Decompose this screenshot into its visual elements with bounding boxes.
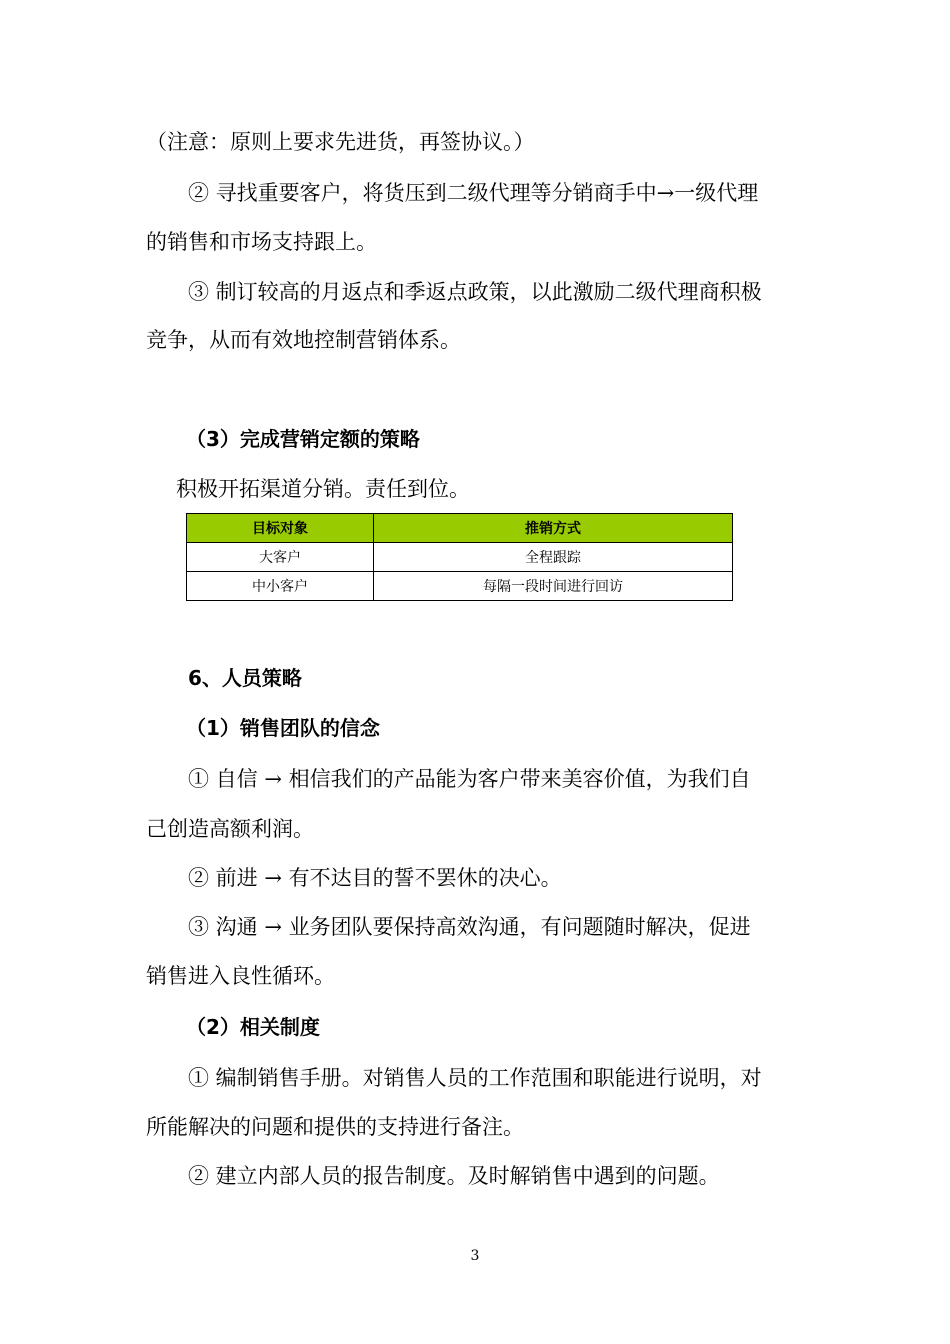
table-header-target: 目标对象 (187, 514, 374, 543)
table-cell: 大客户 (187, 543, 374, 572)
quota-text: 积极开拓渠道分销。责任到位。 (176, 477, 470, 501)
belief-3-text-line-1: ③ 沟通 → 业务团队要保持高效沟通，有问题随时解决，促进 (188, 915, 751, 939)
table-header-row (187, 514, 733, 543)
belief-1-text-line-1: ① 自信 → 相信我们的产品能为客户带来美容价值，为我们自 (188, 767, 751, 791)
table-cell: 中小客户 (187, 572, 374, 601)
table-header-method: 推销方式 (374, 514, 733, 543)
table-cell: 全程跟踪 (374, 543, 733, 572)
table-row (187, 543, 733, 572)
item-2-text-line-2: 的销售和市场支持跟上。 (146, 230, 377, 254)
belief-3-text-line-2: 销售进入良性循环。 (146, 964, 335, 988)
item-3-text-line-1: ③ 制订较高的月返点和季返点政策，以此激励二级代理商积极 (188, 280, 762, 304)
item-3-text-line-2: 竞争，从而有效地控制营销体系。 (146, 328, 461, 352)
table-cell: 每隔一段时间进行回访 (374, 572, 733, 601)
section-heading-quota: （3）完成营销定额的策略 (186, 427, 420, 451)
strategy-table (186, 513, 733, 601)
page-number: 3 (470, 1248, 480, 1264)
belief-2-text: ② 前进 → 有不达目的誓不罢休的决心。 (188, 866, 562, 890)
table-row (187, 572, 733, 601)
section-heading-personnel: 6、人员策略 (188, 666, 302, 690)
system-1-text-line-1: ① 编制销售手册。对销售人员的工作范围和职能进行说明，对 (188, 1066, 762, 1090)
system-2-text: ② 建立内部人员的报告制度。及时解销售中遇到的问题。 (188, 1164, 720, 1188)
item-2-text-line-1: ② 寻找重要客户，将货压到二级代理等分销商手中→一级代理 (188, 181, 759, 205)
section-heading-belief: （1）销售团队的信念 (186, 716, 380, 740)
section-heading-system: （2）相关制度 (186, 1015, 320, 1039)
note-text: （注意：原则上要求先进货，再签协议。） (146, 130, 535, 154)
system-1-text-line-2: 所能解决的问题和提供的支持进行备注。 (146, 1115, 524, 1139)
belief-1-text-line-2: 己创造高额利润。 (146, 817, 314, 841)
